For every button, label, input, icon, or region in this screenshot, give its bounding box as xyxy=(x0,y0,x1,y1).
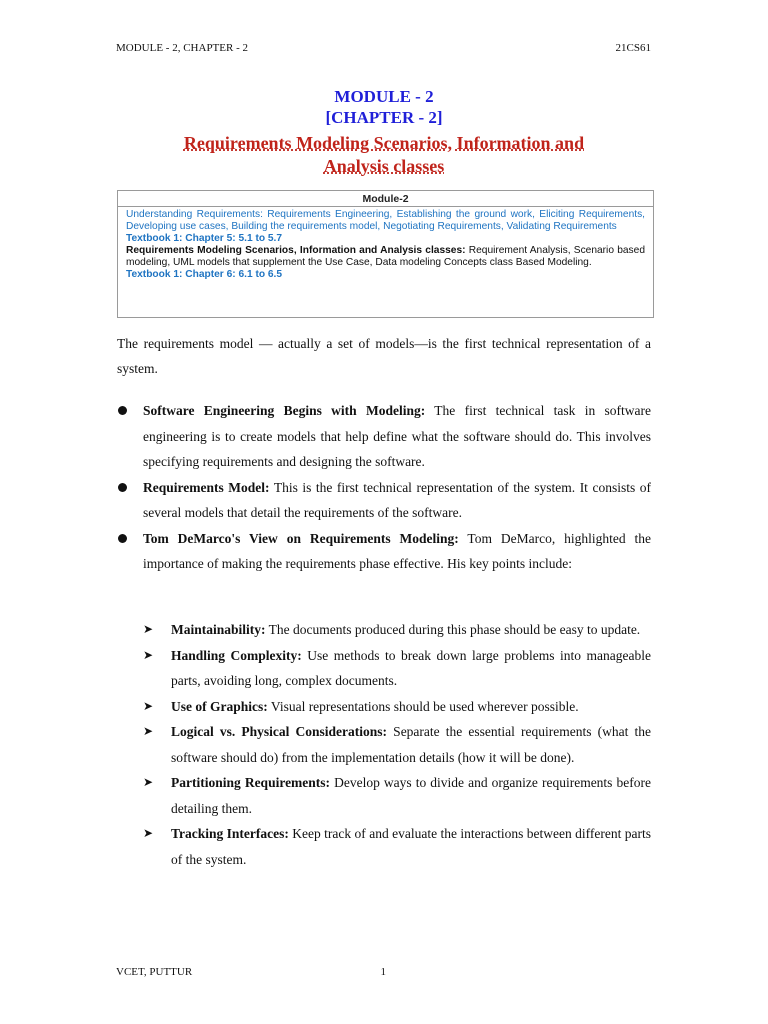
syllabus-box xyxy=(117,190,654,318)
main-title-line2: Analysis classes xyxy=(323,156,445,176)
syllabus-paragraph-1 xyxy=(126,209,645,233)
bullet-text: The first technical task in software engineering is to create models that help define what the software should do. This involves specifying requirements and designing the software. xyxy=(143,403,651,469)
page-header xyxy=(116,42,651,54)
bullet-text: This is the first technical representation of the system. It consists of several models that detail the requirements of the software. xyxy=(143,479,652,520)
bullet-bold: Software Engineering Begins with Modeling: xyxy=(143,403,426,418)
bullet-bold: Requirements Model: xyxy=(143,479,270,495)
chapter-title: [CHAPTER - 2] xyxy=(325,108,443,127)
arrow-bullet-icon: ➤ xyxy=(143,826,154,840)
bullet-dot-icon xyxy=(118,483,127,492)
syllabus-textbook-2: Textbook 1: Chapter 6: 6.1 to 6.5 xyxy=(126,269,283,280)
sub-point-text: Keep track of and evaluate the interactions between different parts of the system. xyxy=(171,826,651,867)
sub-point-bold: Logical vs. Physical Considerations: xyxy=(171,724,388,739)
syllabus-p1-lead: Understanding Requirements xyxy=(126,209,261,220)
sub-point-bold: Maintainability: xyxy=(171,622,266,637)
syllabus-heading: Module-2 xyxy=(118,191,653,207)
sub-point-text: The documents produced during this phase should be easy to update. xyxy=(265,622,641,637)
arrow-bullet-icon: ➤ xyxy=(143,724,154,738)
sub-point xyxy=(143,770,651,821)
sub-point xyxy=(143,821,651,872)
sub-point-bold: Use of Graphics: xyxy=(171,698,268,714)
sub-point xyxy=(143,643,651,694)
bullet-item xyxy=(117,526,651,577)
header-course-code: 21CS61 xyxy=(615,42,651,54)
sub-point xyxy=(143,694,651,720)
bullet-bold: Tom DeMarco's View on Requirements Modeling: xyxy=(143,530,459,546)
syllabus-p2-rest: Requirement Analysis, Scenario based modeling, UML models that supplement the Use Case, Data modeling Concepts class Based Modeling. xyxy=(126,245,645,268)
arrow-bullet-icon: ➤ xyxy=(143,647,154,662)
bullet-dot-icon xyxy=(118,534,127,543)
bullet-text: Tom DeMarco, highlighted the importance of making the requirements phase effective. His key points include: xyxy=(143,530,652,571)
main-title xyxy=(0,132,768,178)
bullet-item xyxy=(117,475,651,526)
syllabus-textbook-1: Textbook 1: Chapter 5: 5.1 to 5.7 xyxy=(126,233,283,244)
arrow-bullet-icon: ➤ xyxy=(143,622,154,636)
main-title-line1: Requirements Modeling Scenarios, Information and xyxy=(183,133,585,153)
header-left: MODULE - 2, CHAPTER - 2 xyxy=(116,42,248,54)
syllabus-body xyxy=(118,207,653,281)
sub-point xyxy=(143,617,651,643)
arrow-bullet-icon: ➤ xyxy=(143,698,154,713)
sub-point-text: Develop ways to divide and organize requirements before detailing them. xyxy=(171,775,651,816)
syllabus-paragraph-2 xyxy=(126,245,645,269)
sub-point-list xyxy=(143,617,651,872)
sub-point xyxy=(143,719,651,770)
bullet-dot-icon xyxy=(118,406,127,415)
sub-point-bold: Tracking Interfaces: xyxy=(171,826,289,841)
module-title: MODULE - 2 xyxy=(334,87,434,106)
arrow-bullet-icon: ➤ xyxy=(143,775,154,789)
sub-point-text: Separate the essential requirements (what the software should do) from the implementation details (how it will be done). xyxy=(171,724,652,765)
intro-paragraph: The requirements model — actually a set of models—is the first technical representation of a system. xyxy=(117,336,651,376)
sub-point-bold: Partitioning Requirements: xyxy=(171,775,331,790)
sub-point-text: Visual representations should be used wherever possible. xyxy=(267,698,579,714)
title-block xyxy=(0,86,768,178)
bullet-list xyxy=(117,398,651,577)
sub-point-bold: Handling Complexity: xyxy=(171,647,302,663)
sub-point-text: Use methods to break down large problems into manageable parts, avoiding long, complex documents. xyxy=(171,647,652,688)
syllabus-p2-lead: Requirements Modeling Scenarios, Information and Analysis classes: xyxy=(126,245,466,256)
syllabus-p1-rest: : Requirements Engineering, Establishing the ground work, Eliciting Requirements, Developing use cases, Building the requirements model, Negotiating Requirements, Validating Requirements xyxy=(126,209,646,232)
page-number: 1 xyxy=(380,966,386,978)
bullet-item xyxy=(117,398,651,475)
footer-institution: VCET, PUTTUR xyxy=(116,966,193,978)
page-footer xyxy=(116,966,386,978)
